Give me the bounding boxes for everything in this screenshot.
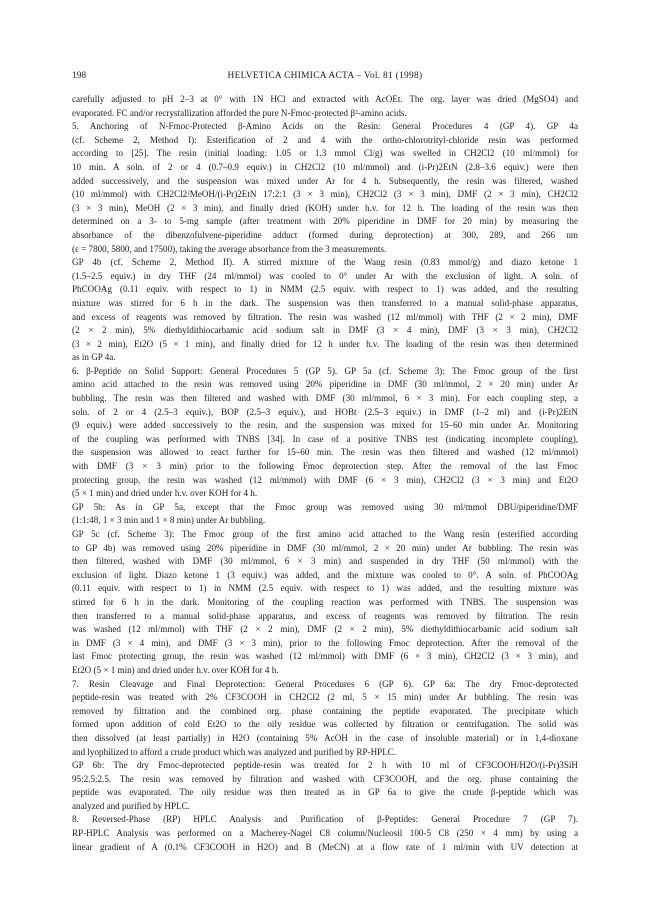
text-line: 8. Reversed-Phase (RP) HPLC Analysis and Purification of β-Peptides: General Procedure 7 (GP 7). (72, 814, 578, 825)
text-line: 95:2.5:2.5. The resin was removed by filtration and washed with CF3COOH, and the org. phase containing the (72, 773, 578, 784)
text-line: carefully adjusted to pH 2–3 at 0° with 1N HCl and extracted with AcOEt. The org. layer was dried (MgSO4) and (72, 94, 578, 104)
journal-page (72, 70, 578, 854)
text-line: (3 × 3 min), MeOH (2 × 3 min), and finally dried (KOH) under h.v. for 12 h. The loading of the resin was then (72, 202, 578, 213)
text-line: bubbling. The resin was then filtered and washed with DMF (30 ml/mmol, 6 × 3 min). For each coupling step, a (72, 393, 578, 404)
text-line: determined on a 3- to 5-mg sample (after treatment with 20% piperidine in DMF for 20 min) by measuring the (72, 216, 578, 227)
text-line: (10 ml/mmol) with CH2Cl2/MeOH/(i-Pr)2EtN 17:2:1 (3 × 3 min), CH2Cl2 (3 × 3 min), DMF (2 × 3 min), CH2Cl2 (72, 189, 578, 200)
text-line: (3 × 2 min), Et2O (5 × 1 min), and finally dried for 12 h under h.v. The loading of the resin was then determined (72, 338, 578, 349)
text-line: peptide-resin was treated with 2% CF3COOH in CH2Cl2 (2 ml, 5 × 15 min) under Ar bubbling. The resin was (72, 692, 578, 703)
body-text (72, 93, 578, 854)
text-line: (5 × 1 min) and dried under h.v. over KOH for 4 h. (72, 488, 258, 499)
text-line: evaporated. FC and/or recrystallization afforded the pure N-Fmoc-protected β²-amino acids. (72, 107, 407, 118)
text-line: (2 × 2 min), 5% diethyldithiocarbamic acid sodium salt in DMF (3 × 4 min), DMF (3 × 3 min), CH2Cl2 (72, 325, 578, 336)
page-header (72, 70, 578, 84)
page-number: 198 (72, 71, 87, 81)
text-line: was washed (12 ml/mmol) with THF (2 × 2 min), DMF (2 × 2 min), 5% diethyldithiocarbamic acid sodium salt (72, 624, 578, 635)
text-line: as in GP 4a. (72, 352, 116, 363)
text-line: GP 5b: As in GP 5a, except that the Fmoc group was removed using 30 ml/mmol DBU/piperidine/DMF (72, 501, 578, 512)
text-line: GP 6b: The dry Fmoc-deprotected peptide-resin was treated for 2 h with 10 ml of CF3COOH/H2O/(i-Pr)3SiH (72, 760, 578, 771)
text-line: GP 4b (cf. Scheme 2, Method II). A stirred mixture of the Wang resin (0.83 mmol/g) and diazo ketone 1 (72, 257, 578, 268)
text-line: to GP 4b) was removed using 20% piperidine in DMF (30 ml/mmol, 2 × 20 min) under Ar bubbling. The resin was (72, 542, 578, 553)
text-line: (9 equiv.) were added successively to the resin, and the suspension was mixed for 15–60 min under Ar. Monitoring (72, 420, 578, 431)
text-line: in DMF (3 × 4 min), and DMF (3 × 3 min), prior to the following Fmoc deprotection. After the removal of the (72, 637, 578, 648)
text-line: stirred for 6 h in the dark. Monitoring of the coupling reaction was performed with TNBS. The suspension was (72, 596, 578, 607)
text-line: (1:1:48, 1 × 3 min and 1 × 8 min) under Ar bubbling. (72, 515, 266, 526)
text-line: then filtered, washed with DMF (30 ml/mmol, 6 × 3 min) and suspended in dry THF (50 ml/mmol) with the (72, 556, 578, 567)
text-line: 5. Anchoring of N-Fmoc-Protected β-Amino Acids on the Resin: General Procedures 4 (GP 4). GP 4a (72, 121, 578, 132)
text-line: (ε = 7800, 5800, and 17500), taking the average absorbance from the 3 measurements. (72, 243, 387, 254)
text-line: then dissolved (at least partially) in H2O (containing 5% AcOH in the case of insoluble material) or in 1,4-dioxane (72, 732, 578, 743)
text-line: according to [25]. The resin (initial loading: 1.05 or 1.3 mmol Cl/g) was swelled in CH2Cl2 (10 ml/mmol) for (72, 148, 578, 159)
text-line: 6. β-Peptide on Solid Support: General Procedures 5 (GP 5). GP 5a (cf. Scheme 3): The Fmoc group of the first (72, 365, 578, 376)
text-line: mixture was stirred for 6 h in the dark. The suspension was then transferred to a manual solid-phase apparatus, (72, 297, 578, 308)
text-line: (0.11 equiv. with respect to 1) in NMM (2.5 equiv. with respect to 1) was added, and the resulting mixture was (72, 583, 578, 594)
text-line: with DMF (3 × 3 min) prior to the following Fmoc deprotection step. After the removal of the last Fmoc (72, 461, 578, 472)
text-line: and lyophilized to afford a crude product which was analyzed and purified by RP-HPLC. (72, 746, 397, 757)
text-line: (1.5–2.5 equiv.) in dry THF (24 ml/mmol) was cooled to 0° under Ar with the exclusion of light. A soln. of (72, 270, 578, 281)
text-line: amino acid attached to the resin was removed using 20% piperidine in DMF (30 ml/mmol, 2 × 20 min) under Ar (72, 379, 578, 390)
text-line: last Fmoc protecting group, the resin was washed (12 ml/mmol) with DMF (6 × 3 min), CH2Cl2 (3 × 3 min), and (72, 651, 578, 662)
text-line: soln. of 2 or 4 (2.5–3 equiv.), BOP (2.5–3 equiv.), and HOBt (2.5–3 equiv.) in DMF (1–2 ml) and (i-Pr)2EtN (72, 406, 578, 417)
text-line: and excess of reagents was removed by filtration. The resin was washed (12 ml/mmol) with THF (2 × 2 min), DMF (72, 311, 578, 322)
text-line: removed by filtration and the combined org. phase containing the peptide evaporated. The precipitate which (72, 705, 578, 716)
text-line: peptide was evaporated. The oily residue was then treated as in GP 6a to give the crude β-peptide which was (72, 787, 578, 798)
text-line: the suspension was allowed to react further for 15–60 min. The resin was then filtered and washed (12 ml/mmol) (72, 447, 578, 458)
text-line: then transferred to a manual solid-phase apparatus, and excess of reagents was removed by filtration. The resin (72, 610, 578, 621)
text-line: GP 5c (cf. Scheme 3): The Fmoc group of the first amino acid attached to the Wang resin (esterified according (72, 529, 578, 539)
text-line: formed upon addition of cold Et2O to the oily residue was collected by filtration or centrifugation. The solid was (72, 719, 578, 730)
text-line: of the coupling was performed with TNBS [34]. In case of a positive TNBS test (indicating incomplete coupling), (72, 433, 578, 444)
text-line: analyzed and purified by HPLC. (72, 800, 190, 811)
running-title: HELVETICA CHIMICA ACTA – Vol. 81 (1998) (227, 71, 423, 81)
text-line: (cf. Scheme 2, Method I): Esterification of 2 and 4 with the ortho-chlorotrityl-chloride resin was performed (72, 134, 578, 145)
text-line: Et2O (5 × 1 min) and dried under h.v. over KOH for 4 h. (72, 664, 279, 675)
text-line: 7. Resin Cleavage and Final Deprotection: General Procedures 6 (GP 6). GP 6a: The dry Fmoc-deprotected (72, 678, 578, 689)
text-line: RP-HPLC Analysis was performed on a Macherey-Nagel C8 column/Nucleosil 100-5 C8 (250 × 4 mm) by using a (72, 828, 578, 839)
text-line: absorbance of the dibenzofulvene-piperidine adduct (formed during deprotection) at 300, 289, and 266 nm (72, 229, 578, 240)
text-line: 10 min. A soln. of 2 or 4 (0.7–0.9 equiv.) in CH2Cl2 (10 ml/mmol) and (i-Pr)2EtN (2.8–3.6 equiv.) were then (72, 161, 578, 172)
text-line: PhCOOAg (0.11 equiv. with respect to 1) in NMM (2.5 equiv. with respect to 1) was added, and the resulting (72, 284, 578, 295)
text-line: linear gradient of A (0.1% CF3COOH in H2O) and B (MeCN) at a flow rate of 1 ml/min with UV detection at (72, 841, 578, 852)
text-line: exclusion of light. Diazo ketone 1 (3 equiv.) was added, and the mixture was cooled to 0°. A soln. of PhCOOAg (72, 569, 578, 580)
text-line: added successively, and the suspension was mixed under Ar for 4 h. Subsequently, the resin was filtered, washed (72, 175, 578, 186)
text-line: protecting group, the resin was washed (12 ml/mmol) with DMF (6 × 3 min), CH2Cl2 (3 × 3 min) and Et2O (72, 474, 578, 485)
